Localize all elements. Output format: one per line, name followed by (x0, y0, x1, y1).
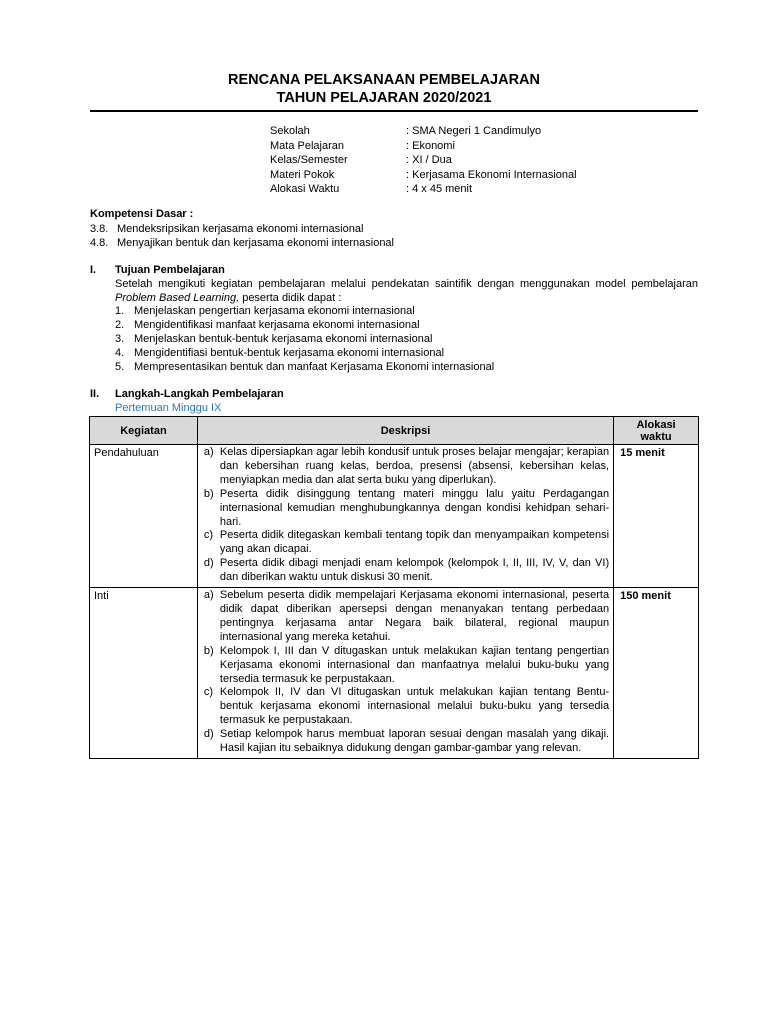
section-numeral: I. (90, 264, 97, 276)
list-number: 3. (115, 332, 125, 345)
tujuan-intro (115, 278, 698, 306)
identity-row-kelas (270, 153, 577, 168)
column-header-deskripsi: Deskripsi (197, 417, 613, 445)
kompetensi-number: 3.8. (90, 222, 109, 235)
identity-label: Materi Pokok (270, 168, 335, 181)
step-marker: a) (203, 446, 214, 458)
list-item (115, 347, 698, 361)
step-marker: a) (203, 589, 214, 602)
identity-row-materi (270, 168, 577, 183)
identity-value: : XI / Dua (406, 154, 452, 166)
kompetensi-number: 4.8. (90, 237, 109, 249)
step-text: Peserta didik disinggung tentang materi minggu lalu yaitu Perdagangan internasional kemudian menghubungkannya dengan kondisi kehidpan sehari-hari. (219, 487, 610, 528)
cell-alokasi: 150 menit (614, 588, 699, 759)
list-item (115, 319, 698, 333)
cell-alokasi: 15 menit (614, 445, 699, 588)
activity-step (204, 488, 609, 530)
identity-label: Kelas/Semester (270, 154, 348, 166)
identity-label: Alokasi Waktu (270, 183, 340, 195)
intro-text: Setelah mengikuti kegiatan pembelajaran melalui pendekatan saintifik dengan menggunakan model pembelajaran (115, 277, 698, 290)
header-alokasi-line2: waktu (640, 430, 672, 443)
table-row (90, 588, 699, 759)
document-title: RENCANA PELAKSANAAN PEMBELAJARAN (227, 72, 541, 88)
intro-italic-text: Problem Based Learning, (115, 291, 240, 304)
identity-row-mapel (270, 139, 577, 154)
step-marker: c) (203, 529, 214, 542)
list-number: 1. (115, 305, 125, 318)
cell-deskripsi (197, 588, 613, 759)
meeting-subtitle: Pertemuan Minggu IX (115, 401, 222, 414)
tujuan-section (90, 264, 698, 374)
list-item (115, 361, 698, 375)
list-number: 5. (115, 360, 125, 373)
identity-value: : SMA Negeri 1 Candimulyo (406, 125, 542, 137)
activity-step (204, 686, 609, 728)
identity-label: Sekolah (270, 125, 310, 137)
column-header-alokasi (614, 417, 699, 445)
activity-step (204, 645, 609, 687)
cell-kegiatan: Pendahuluan (90, 445, 198, 588)
step-text: Sebelum peserta didik mempelajari Kerjasama ekonomi internasional, peserta didik dapat diberikan apersepsi dengan menanyakan tentang perbedaan pentingnya kerjasama antar Negara baik bilateral, regional maupun internasional yang mereka ketahui. (219, 589, 610, 643)
list-number: 2. (115, 319, 125, 332)
section-heading (90, 264, 698, 278)
step-marker: c) (203, 686, 214, 699)
step-marker: d) (203, 728, 214, 741)
identity-value: : Kerjasama Ekonomi Internasional (406, 168, 577, 181)
kompetensi-dasar (90, 207, 394, 251)
list-text: Menjelaskan pengertian kerjasama ekonomi internasional (134, 305, 415, 318)
section-title: Tujuan Pembelajaran (115, 264, 225, 276)
title-divider (90, 110, 698, 112)
list-item (115, 333, 698, 347)
kompetensi-item (90, 222, 394, 237)
step-marker: d) (203, 557, 214, 570)
step-text: Setiap kelompok harus membuat laporan sesuai dengan masalah yang dikaji. Hasil kajian itu sebaiknya didukung dengan gambar-gambar yang relevan. (219, 728, 610, 755)
kompetensi-text: Mendeksripsikan kerjasama ekonomi internasional (117, 222, 364, 235)
identity-block (270, 124, 577, 197)
step-marker: b) (203, 644, 214, 657)
step-marker: b) (203, 487, 214, 500)
langkah-section (90, 388, 698, 416)
activity-table (89, 416, 699, 759)
cell-deskripsi (197, 445, 613, 588)
list-number: 4. (115, 346, 125, 359)
activity-step (204, 728, 609, 756)
cell-kegiatan: Inti (90, 588, 198, 759)
kompetensi-heading: Kompetensi Dasar : (90, 208, 194, 220)
list-text: Menjelaskan bentuk-bentuk kerjasama ekonomi internasional (134, 332, 433, 345)
step-text: Peserta didik ditegaskan kembali tentang topik dan menyampaikan kompetensi yang akan dicapai. (219, 529, 610, 556)
step-text: Kelas dipersiapkan agar lebih kondusif untuk proses belajar mengajar; kerapian dan kebersihan ruang kelas, berdoa, presensi (absensi, kebersihan kelas, menyiapkan media dan alat serta buku yang diperlukan). (219, 446, 610, 486)
identity-label: Mata Pelajaran (270, 139, 344, 152)
identity-value: : 4 x 45 menit (406, 183, 473, 195)
section-numeral: II. (90, 388, 100, 400)
column-header-kegiatan: Kegiatan (90, 417, 198, 445)
step-text: Kelompok I, III dan V ditugaskan untuk melakukan kajian tentang pengertian Kerjasama ekonomi internasional dan manfaatnya melalui buku-buku yang tersedia termasuk ke perpustakaan. (219, 644, 610, 685)
list-text: Mengidentifikasi manfaat kerjasama ekonomi internasional (134, 319, 420, 332)
kompetensi-text: Menyajikan bentuk dan kerjasama ekonomi internasional (117, 237, 394, 249)
document-subtitle: TAHUN PELAJARAN 2020/2021 (276, 90, 492, 106)
tujuan-list (115, 305, 698, 374)
step-text: Peserta didik dibagi menjadi enam kelompok (kelompok I, II, III, IV, V, dan VI) dan diberikan waktu untuk diskusi 30 menit. (219, 557, 610, 584)
identity-row-alokasi (270, 182, 577, 197)
table-row (90, 445, 699, 588)
section-heading (90, 388, 698, 402)
table-header-row (90, 417, 699, 445)
list-item (115, 305, 698, 319)
section-title: Langkah-Langkah Pembelajaran (115, 388, 284, 400)
identity-value: : Ekonomi (406, 139, 455, 152)
activity-step (204, 557, 609, 585)
kompetensi-item (90, 236, 394, 251)
header-alokasi-line1: Alokasi (636, 418, 676, 431)
identity-row-sekolah (270, 124, 577, 139)
intro-text-end: peserta didik dapat : (239, 291, 342, 304)
list-text: Mempresentasikan bentuk dan manfaat Kerjasama Ekonomi internasional (134, 360, 495, 373)
list-text: Mengidentifiasi bentuk-bentuk kerjasama ekonomi internasional (134, 346, 445, 359)
step-text: Kelompok II, IV dan VI ditugaskan untuk melakukan kajian tentang Bentu-bentuk kerjasama ekonomi internasional melalui buku-buku yang tersedia termasuk ke perpustakaan. (219, 686, 610, 727)
activity-step (204, 446, 609, 488)
activity-step (204, 589, 609, 645)
activity-step (204, 529, 609, 557)
